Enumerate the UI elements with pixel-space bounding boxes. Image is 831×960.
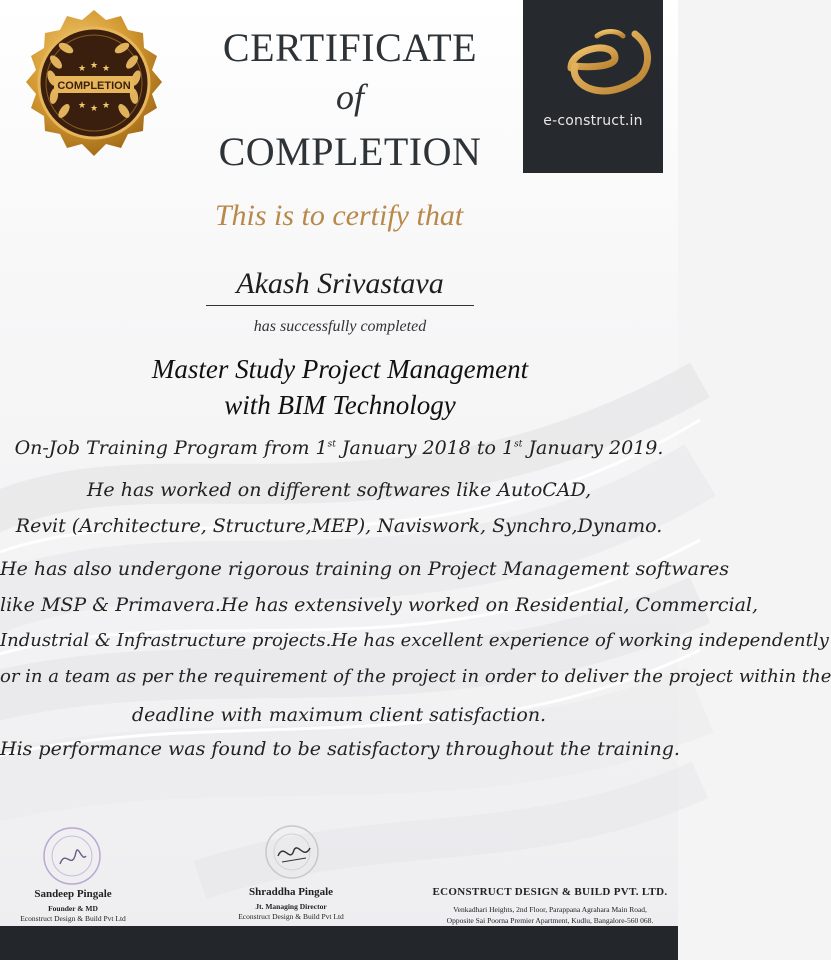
signature-seal-1	[42, 826, 102, 886]
period-sup-2: st	[514, 439, 523, 450]
course-title-line2: with BIM Technology	[224, 390, 456, 420]
certify-text: This is to certify that	[214, 199, 464, 232]
svg-text:★: ★	[101, 64, 111, 74]
period-text-b: January 2018 to 1	[335, 437, 515, 459]
body-line-8: His performance was found to be satisfactory throughout the training.	[0, 738, 680, 760]
title-of: of	[335, 77, 364, 117]
body-line-4: like MSP & Primavera.He has extensively worked on Residential, Commercial,	[0, 594, 759, 616]
signatory-2	[218, 886, 364, 921]
signatory-1-company: Econstruct Design & Build Pvt Ltd	[20, 914, 126, 923]
body-line-1: He has worked on different softwares like AutoCAD,	[86, 479, 592, 501]
training-period	[0, 437, 678, 459]
company-name: ECONSTRUCT DESIGN & BUILD PVT. LTD.	[432, 886, 668, 898]
econstruct-logo	[523, 0, 663, 173]
badge-label: COMPLETION	[57, 80, 131, 92]
body-line-5: Industrial & Infrastructure projects.He has excellent experience of working independently	[0, 630, 829, 651]
signature-seal-2	[262, 822, 322, 882]
title-certificate: CERTIFICATE	[222, 25, 478, 70]
signatory-2-role: Jt. Managing Director	[255, 902, 327, 911]
body-line-6: or in a team as per the requirement of the project in order to deliver the project within the	[0, 666, 831, 687]
recipient-name: Akash Srivastava	[236, 267, 444, 300]
signatory-1-role: Founder & MD	[48, 904, 98, 913]
body-line-2: Revit (Architecture, Structure,MEP), Naviswork, Synchro,Dynamo.	[15, 515, 663, 537]
svg-text:★: ★	[77, 101, 87, 111]
e-logo-icon	[523, 0, 663, 110]
completion-badge	[18, 8, 170, 160]
body-line-3: He has also undergone rigorous training on Project Management softwares	[0, 558, 730, 580]
signatory-2-name: Shraddha Pingale	[248, 886, 334, 898]
period-text-c: January 2019.	[522, 437, 664, 459]
name-underline	[206, 305, 474, 306]
svg-text:★: ★	[89, 104, 99, 114]
svg-text:★: ★	[89, 61, 99, 71]
period-text-a: On-Job Training Program from 1	[14, 437, 328, 459]
title-completion: COMPLETION	[218, 129, 482, 174]
completed-text: has successfully completed	[253, 318, 427, 335]
footer-bar	[0, 926, 678, 960]
svg-text:★: ★	[77, 64, 87, 74]
company-address-line1: Venkadhari Heights, 2nd Floor, Parappana Agrahara Main Road,	[453, 905, 647, 914]
company-info	[430, 886, 670, 926]
logo-text: e-construct.in	[543, 113, 643, 129]
signatory-2-company: Econstruct Design & Build Pvt Ltd	[238, 912, 344, 921]
company-address-line2: Opposite Sai Poorna Premier Apartment, Kudlu, Bangalore-560 068.	[446, 916, 654, 925]
svg-text:★: ★	[101, 101, 111, 111]
period-sup-1: st	[327, 439, 336, 450]
signatory-1	[0, 888, 146, 923]
signatory-1-name: Sandeep Pingale	[34, 888, 112, 900]
body-line-7: deadline with maximum client satisfaction.	[131, 704, 547, 726]
course-title-line1: Master Study Project Management	[151, 354, 529, 384]
